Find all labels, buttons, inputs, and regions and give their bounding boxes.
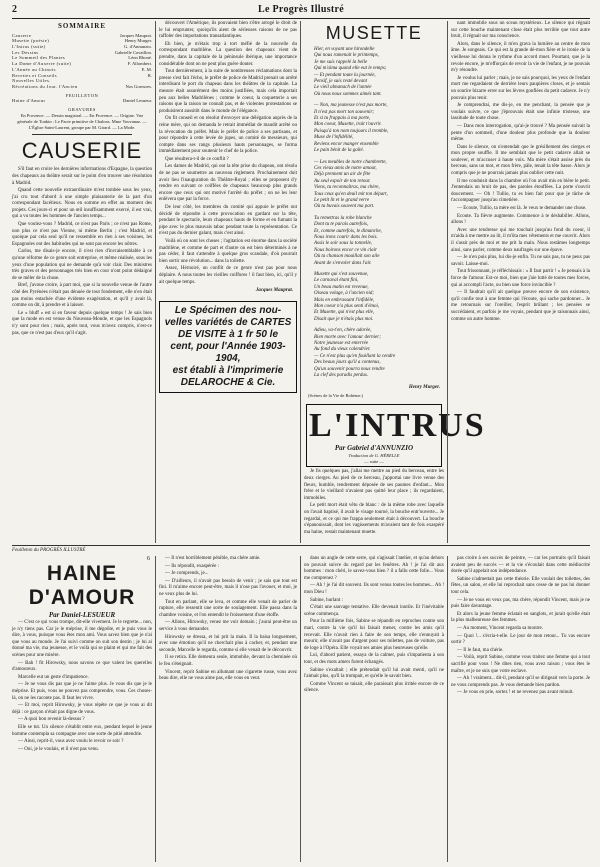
paragraph: Ecoute. Ta fièvre augmente. Commence à te déshabiller. Allons, allons !: [451, 213, 590, 226]
paragraph: — Voilà, reprit Sabine, comme vous traitez une femme qui a tout sacrifié pour vous ! Ne dites rien, vous avez raison ; vous êtes le maître, et je ne suis que votre esclave.: [451, 655, 590, 674]
sommaire-entry-label: Recettes et Conseils: [12, 72, 57, 78]
paragraph: Le petit mort était vêtu de blanc : de la même robe avec laquelle on l'avait baptisé, il avait le visage tourné, la bouche entr'ouverte... Je regardai, et ce qui me frappa seulement était à découvert. La bouche s'épanouissait, dont les vagissements m'avaient tant de fois exaspéré ma haine, restait maintenant muette.: [304, 503, 444, 535]
feuilleton-column-1: [12, 556, 152, 861]
poem-line: Oiseau volage, à l'ancien nid;: [314, 291, 375, 297]
paragraph: Lui, d'abord patient, essaya de la calmer, puis s'impatienta à son tour, et des mots amers furent échangés.: [304, 653, 444, 665]
paragraph: Voilà où on sont les choses ; l'agitation est énorme dans la société madrilène, et comme de part et d'autre on est bien déterminés à ne pas céder, il faut s'attendre à quelque gros scandale, d'où pourrait bien sortir une révolution... dans la toilette.: [159, 239, 297, 264]
paragraph: Marcelle eut un geste d'impatience.: [18, 674, 89, 680]
advert-line-4: cent, pour l'Année 1903-1904,: [170, 340, 286, 364]
poem-line: Le carnaval étant fini,: [314, 278, 359, 284]
poem-line: — Non, ma jeunesse n'est pas morte,: [314, 103, 388, 109]
paragraph: — Je comprends, je...: [165, 571, 209, 577]
paragraph: Eh bien, je m'étais trop à tort méfié de la nouvelle du correspondant madrilène. La question des chapeaux vient de prendre, dans la capitale de la péninsule ibérique, une importance considérable dont on ne peut plus guère douter.: [159, 41, 297, 67]
paragraph: Bref, j'avoue croire, à part moi, que si la nouvelle venue de l'autre côté des Pyrénées n'était pas dénuée de tout fondement, elle n'en était pas moins entachée d'une évidente exagération, et qu'il y avait là, comme on dit, à prendre et à laisser.: [12, 283, 152, 309]
poem-line: La clef des paradis perdus.: [314, 373, 369, 379]
sommaire-rule: [32, 134, 132, 135]
paragraph: nant immobile sous un sceau mystérieux. Le silence qui régnait sur cette bouche maintenant close était plus terrible que tout autre bruit, il régnait sur ma conscience.: [451, 21, 590, 40]
poem-line: Adieu, va-t'en, chère adorée,: [314, 328, 372, 334]
feuilleton-label: FEUILLETON: [65, 92, 99, 98]
paragraph: — Ils répondit, exaspérée :: [165, 563, 220, 569]
feuilleton-divider-3: [447, 556, 448, 862]
feuilleton-text-2: [159, 556, 297, 683]
feuilleton-divider-2: [300, 556, 301, 862]
poem-line: Notre jeunesse est enterrée: [314, 341, 369, 347]
column-2: [159, 21, 297, 541]
paragraph: Tout en parlant, elle se leva, et comme elle venait de parler de rupture, elle ressentit une sorte de soulagement. Elle passa dans la chambre voisine, et l'on entendit le froissement d'une étoffe.: [159, 599, 297, 618]
poem-line: Musette qui s'est souvenue,: [314, 272, 369, 277]
feuilleton-header-text: Feuilleton du PROGRÈS ILLUSTRÉ: [12, 548, 86, 553]
sommaire-entry-author: Henry Murger.: [124, 38, 152, 44]
paragraph: — Oui, je le voulais, et il n'est pas venu.: [18, 746, 99, 752]
paragraph: — Bah ! fit Hirowsky, nous savons ce que valent les querelles d'amoureux.: [12, 660, 152, 673]
poem-line: Puisqu'à ton nom toujours il tremble,: [314, 128, 389, 134]
poem-line: Où nous nous sommes aimés tant.: [314, 91, 382, 97]
poem-line: Au seul espoir de ton retour.: [314, 178, 371, 184]
paragraph: Dans le silence, on n'entendait que le grésillement des cierges et mon propre souffle. Il me semblait que le petit cadavre allait se soulever, et m'accuser à haute voix. Ma mère s'était assise près du berceau, sans un mot, et mon frère, pâle, tenait la tête basse. Alors je compris que je ne pourrais jamais plus oublier cette nuit.: [451, 144, 590, 177]
paragraph: — Je ne vous en veux pas, ma chère, répondit Vincent, mais je ne puis faire davantage.: [451, 597, 590, 610]
sommaire-entry-label: La Dame d'Auxerre (suite): [12, 61, 72, 67]
poem-line: Bien morte avec l'amour dernier;: [314, 334, 381, 340]
paragraph: Tout frissonnant, je réfléchissais : « Il faut partir ! » Je pensais à la force de l'amour. Est-ce moi, bien que j'aie lutté de toutes mes forces, qui ai accompli l'acte, ou bien une force invincible ?: [451, 269, 590, 288]
poem-line: Pensif, je suis resté devant: [314, 79, 367, 85]
feuilleton-top-rule: [12, 545, 590, 546]
sommaire-entry-label: Nouvelles Utiles.: [12, 78, 51, 84]
feuilleton-column-4: [451, 556, 590, 861]
poem-line: Qui nous ramenait le printemps,: [314, 53, 379, 59]
paragraph: — Ainsi, reprit-il, vous avez voulu le revoir ce soir ?: [18, 739, 124, 745]
paragraph: Que voulez-vous ? Madrid, ce n'est pas Paris ; ce n'est pas Rome, non plus ce n'est pas Vienne, ni même Berlin ; c'est Madrid, et quoique par cela seul qu'il ne ressemble en rien à ses voisines, les Espagnoles ont des habitudes qui ne sont pas encore les nôtres.: [12, 222, 152, 247]
paragraph: Que résultera-t-il de ce conflit ?: [165, 156, 229, 162]
poem-line: Déjà prennent un air de fête: [314, 172, 371, 178]
paragraph: — Au moment, Vincent regarda sa montre.: [457, 625, 543, 631]
sommaire-entry-author: Jacques Mauprat.: [119, 32, 152, 38]
paragraph: Alors, dans le silence, il m'en grava la lumière au centre de mon âme. Je songeais. Ce qui est la grande dé-mon fière et le ironie de la vieillesse lui donna le rythme d'un accord muet. Pourtant, que je la revoie encore, je m'efforçais de revoir la vie de l'enfant, je ne pouvais m'y résoudre.: [451, 41, 590, 74]
poem-line: Où ta chanson mouillait son aile: [314, 254, 380, 260]
intrus-title: L'INTRUS: [309, 406, 486, 444]
intrus-body: [304, 469, 444, 536]
feuilleton-column-3: [304, 556, 444, 861]
column-divider-3: [447, 21, 448, 543]
poem-line: Viens, tu reconnaîtras, ma chère,: [314, 185, 380, 191]
sommaire-entry-label: Musette (poésie): [12, 38, 50, 44]
intrus-continuation: [451, 21, 590, 323]
paragraph: Je fis quelques pas, j'allai me mettre au pied du berceau, entre les deux cierges. Au pied de ce berceau, j'apportai une livre venue des fleurs, humble, tendrement déposée de ses paumes d'enfant... Mon frère et le vieillard n'avaient pas quitté leur place ; ils regardaient, immobiles.: [304, 469, 444, 501]
feuilleton-column-2: [159, 556, 297, 861]
musette-title: MUSETTE: [325, 23, 423, 43]
paragraph: S'il faut en croire les dernières informations d'Espagne, la question des chapeaux au théâtre serait sur le point d'en trouver une résolution à Madrid.: [12, 167, 152, 186]
paragraph: dans un angle de cette serre, qui s'agissait l'atelier, et qu'au dehors on pouvait suivre du regard par les fenêtres. Ah ! je l'ai dit aux hommes : mon chéri, le savez-vous bien ? il a fallu cette folie... Vous me comprenez ?: [304, 556, 444, 581]
poem-line: Tu remettras la robe blanche: [314, 215, 372, 221]
header-rule: [12, 18, 590, 19]
poem-line: Le petit lit et le grand verre: [314, 197, 370, 203]
sommaire-entry-label: Causerie: [12, 32, 32, 38]
business-card-advert: [159, 301, 297, 393]
poem-line: Qu'un souvenir pourra nous rendre: [314, 366, 385, 372]
column-3: [304, 21, 486, 541]
paragraph: Elle se tut. Un silence s'établit entre eux, pendant lequel le jeune homme contempla sa compagne avec une sorte de pitié attendrie.: [12, 724, 152, 737]
paragraph: — Et moi, reprit Hirowsky, je vous répète ce que je vous ai dit déjà : ce garçon n'était pas digne de vous.: [12, 703, 152, 715]
paragraph: — Il faudrait qu'il ait quelque preuve encore de son existence, qu'il confie tout à une femme qui l'écoute, qui sache pardonner... Je me retournais sur l'oreiller, l'esprit brûlant ; les pensées se succédaient, et parfois je me voyais, pendant que je raisonnais ainsi, comme un autre homme.: [451, 290, 590, 322]
poem-stanza: [314, 216, 444, 267]
feuilleton-divider-1: [155, 556, 156, 862]
paragraph: Quand cette nouvelle extraordinaire m'est tombée sous les yeux, j'ai cru tout d'abord à une simple plaisanterie de la part d'un correspondant facétieux. Nous en somme en effet au moment des projets. Ces jours-ci et pour un œil insuffisamment exercé, il est vrai, qui a vu toutes les hommes de l'ancien temps...: [12, 188, 152, 220]
sommaire-entry: [12, 84, 152, 90]
poem-line: Le vieil almanach de l'année: [314, 85, 372, 91]
poem-stanza: [314, 103, 444, 154]
paragraph: On fit conseil et on résolut d'envoyer une délégation auprès de la reine mère, qui on demanda le retrait immédiat de maudit arrêté ou la révocation du préfet. Mais le préfet de police a ses partisans, et pour répondre à cette levée de jupes, un comité de messieurs, qui compte dans ses rangs plusieurs hauts personnages, se forma immédiatement pour soutenir le chef de la police.: [159, 116, 297, 155]
paragraph: Le « bluff » est si en faveur depuis quelque temps ! Je sais bien que la mode en est venue du Nouveau-Monde, et que les Espagnols n'y sont pour rien ; mais, après tout, vous m'avez compris, n'est-ce pas, que ce n'est pas d'eux qu'il s'agit.: [12, 310, 152, 336]
poem-line: Le pain bénit de la gaîté.: [314, 148, 364, 154]
page-number: 2: [12, 4, 17, 15]
musette-signature: Henry Murger.: [408, 384, 440, 390]
paragraph: Les dames de Madrid, qui ont la tête prise du chapeau, ont résolu de ne pas se soumettre au nouveau règlement. Prochainement doit avoir lieu l'inauguration du Théâtre-Royal ; elles se proposent d'y rendre en suivant ce coiffées de chapeaux beaucoup plus grands encore que ceux qui ont motivé l'arrêté du préfet ; on ne les leur enlèvera que par la force.: [159, 164, 297, 203]
feuilleton-text-3: [304, 556, 444, 695]
advert-line-2: velles variétés de CARTES: [164, 316, 292, 328]
poem-line: Mon coeur, Musette, irait t'ouvrir.: [314, 122, 382, 128]
causerie-title: CAUSERIE: [21, 138, 143, 164]
paragraph: C'était une sauvage tentative. Elle devenait inutile. Et l'inévitable scène commença.: [304, 605, 444, 617]
poem-line: Reviens encor manger ensemble: [314, 141, 379, 147]
paragraph: Il se retira. Elle demeura seule, immobile, devant la cheminée où le feu s'éteignait.: [159, 655, 297, 667]
sommaire-entry-label: L'Intrus (suite): [12, 44, 46, 49]
paragraph: — Quoi !... s'écria-t-elle. Le jour de mon retour... Tu vas encore sortir ?: [451, 633, 590, 646]
poem-line: Il n'est pas mort ton souvenir;: [314, 109, 375, 115]
poem-line: Un beau matin est revenue,: [314, 284, 369, 290]
advert-line-1: Le Spécimen des nou-: [174, 304, 282, 316]
poem-line: Au fond du vieux calendrier.: [314, 347, 371, 353]
paragraph: — Dans mon interrogation, qu'ai-je trouvé ? Ma pensée suivait la pente d'un sommeil, d'une douleur plus profonde que la douleur même.: [451, 123, 590, 143]
gravures-label: GRAVURES: [68, 107, 96, 113]
paragraph: De leur côté, les membres du comité qui appuie le préfet ont décidé de répondre à cette provocation en gardant sur la tête, pendant le spectacle, leurs chapeaux hauts de forme et en fumant la pipe avec le plus mauvais tabac pendant toute la représentation. Ce n'est pas du dernier galant, mais c'est ainsi.: [159, 205, 297, 237]
poem-line: Dont tu te parais autrefois,: [314, 222, 369, 228]
paragraph: Vincent, reprit Sabine en allumant une cigarette russe, vous avez beau dire, elle ne vous aime pas, elle vous en veut.: [159, 669, 297, 682]
paragraph: — Ah ! je l'ai dit souvent. Ils sont venus toutes les hommes... Ah ! mon Dieu !: [304, 583, 444, 595]
gravures-text: En Provence. — Dessin magistral. — En Provence. — Origine. Vue générale de Tonkin : Le Pacte primitive de Chalons. Mme Vouvanaz. — L'Église Saint-Laurent, groupe par M. Girard. — La Mode.: [17, 112, 147, 130]
masthead: Le Progrès Illustré: [257, 4, 345, 15]
sommaire-entry-author: R.: [147, 72, 152, 78]
poem-line: Muse de l'infidélité,: [314, 135, 354, 141]
sommaire-entry-author: G. d'Annunzio.: [123, 44, 152, 49]
musette-source: (Scènes de la Vie de Bohème.): [308, 393, 364, 399]
paragraph: Comme Vincent se taisait, elle paraissait plus irritée encore de ce silence.: [304, 681, 444, 694]
sommaire-entry-label: Le Sommeil des Plantes: [12, 55, 66, 61]
poem-line: — Les meubles de notre chambrette,: [314, 159, 387, 165]
poem-line: Assis le soir sous la tonnelle,: [314, 241, 373, 247]
paragraph: Hirowsky se dressa, et lui prit la main. Il la baisa longuement, avec une émotion qu'il ne cherchait plus à cacher, et, pendant une seconde, Marcelle le regarda, comme si elle venait de le découvrir.: [159, 634, 297, 653]
poem-line: Où tu buvais souvent ma part.: [314, 204, 375, 210]
paragraph: — C'est ce qui vous trompe, dit-elle vivement. Je le regrette... non, je n'y tiens pas. Car je le méprise, il me dégoûte, et je puis vous le dire, à vous, puisque vous êtes mon ami. Vous savez bien que je n'ai que vous au monde. Je l'ai suivi comme on suit son destin ; je lui ai donné ma vie, ma jeunesse, et le voilà qui se plaint et qui me fait des scènes pour une misère.: [12, 620, 152, 658]
intrus-title-box: [306, 404, 486, 468]
paragraph: — D'ailleurs, il n'avait pas besoin de venir ; je sais que tout est fini. Il m'aime encore peut-être, mais il n'ose pas l'avouer, et moi, je ne veux plus de lui.: [159, 578, 297, 597]
paragraph: Avec une tendresse qui me touchait jusqu'au fond du coeur, il m'aida à me mettre au lit, il m'ôta mes vêtements et me couvrit. Alors il s'assit près de moi et me prit la main. Nous restâmes longtemps ainsi, sans parler, comme deux naufragés sur une épave.: [451, 227, 590, 253]
poem-line: Qui m'aima quand elle eut le temps;: [314, 66, 387, 72]
advert-line-6: DELAROCHE & Cie.: [180, 376, 276, 388]
poem-line: Ces vieux amis de notre amour,: [314, 165, 377, 171]
advert-line-3: DE VISITE à 1 fr 50 le: [177, 328, 279, 340]
paragraph: — Allons, Hirowsky, venez me voir demain ; j'aurai peut-être un service à vous demander.: [159, 620, 297, 632]
feuilleton-entry-author: Daniel Lesueur.: [122, 98, 152, 104]
intrus-translator: Traduction de G. HÉRELLE: [348, 452, 400, 458]
poem-line: Des beaux jours qu'il a contenus,: [314, 360, 381, 366]
paragraph: Je voulus lui parler ; mais, je ne sais pourquoi, les yeux de l'enfant mort me regardaient de derrière leurs paupières closes, et je sentais un sourire bizarre errer sur les lèvres gonflées du petit cadavre. Je n'y pouvais plus tenir.: [451, 75, 590, 101]
paragraph: — Il n'est horriblement pénible, ma chère amie.: [165, 556, 261, 561]
poem-line: Et si tu frappais à ma porte,: [314, 116, 371, 122]
poem-line: Disait que je n'étais plus moi.: [314, 316, 374, 322]
poem-stanza: [314, 328, 444, 379]
paragraph: découvert l'Amérique, ils pouvaient bien s'être arrogé le droit de le lui emprunter, quoiqu'ils aient de sérieuses raisons de ne pas raffoler des importations transatlantiques.: [159, 21, 297, 40]
sommaire-entry-author: E. M.: [141, 66, 152, 72]
causerie-body: [12, 167, 152, 337]
poem-line: Et Musette, qui n'est plus elle,: [314, 310, 375, 316]
feuilleton-number: 6: [147, 556, 150, 562]
paragraph: Il me conduisit dans la chambre où l'on avait mis en bière le petit. J'entendais un bruit de pas, des paroles étouffées. La porte s'ouvrit doucement. — Oh ! Tullio, tu es bien fait pour que je tâche de t'accompagner jusqu'au cimetière.: [451, 178, 590, 204]
feuilleton-author: Par Daniel-LESUEUR: [48, 611, 116, 619]
sommaire-list: [12, 33, 152, 90]
sommaire-entry-author: Léon Rhoné.: [128, 55, 152, 61]
sommaire-entry-label: Récréations du Jour. l'Ancien: [12, 83, 78, 89]
poem-line: Nous irons courir dans les bois.: [314, 234, 378, 240]
poem-line: Tous ceux qu'en deuil mit ton départ,: [314, 191, 388, 197]
paragraph: — Je vous en prie, sortez ! et ne revenez pas avant minuit.: [457, 690, 574, 696]
column-1: [12, 21, 152, 541]
sommaire-entry-author: Gabrielle Cavaillon.: [114, 49, 152, 55]
paragraph: — Ah ! vraiment... dit-il, pendant qu'il se dirigeait vers la porte. Je ne vous comprends pas. Je vous demande bien pardon.: [451, 676, 590, 688]
paragraph: — Je ne vous dis pas que je ne l'aime plus. Je vous dis que je le méprise. Et puis, vous ne pouvez pas comprendre, vous. Ces choses-là, on ne les raconte pas. Il faut les vivre.: [12, 682, 152, 701]
causerie-continuation: [159, 21, 297, 286]
poem-stanza: [314, 47, 444, 98]
sommaire-entry-label: L'Année au Chinois: [12, 66, 56, 72]
feuilleton-text-4: [451, 556, 590, 697]
intrus-byline: Par Gabriel d'ANNUNZIO: [334, 443, 414, 452]
poem-line: — Ce n'est plus qu'en fouillant la cendre: [314, 353, 396, 359]
advert-line-5: est établi à l'imprimerie: [172, 364, 284, 376]
sommaire-title: SOMMAIRE: [57, 22, 107, 30]
feuilleton-text-1: [12, 620, 152, 753]
sommaire-entry-author: F. Allombert.: [127, 61, 152, 67]
feuilleton-title: HAINE D'AMOUR: [28, 562, 136, 609]
paragraph: — Je n'en puis plus, lui dis-je enfin. Tu ne sais pas, tu ne peux pas savoir. Laisse-moi.: [451, 255, 590, 267]
feuilleton-entry: [12, 98, 152, 104]
poem-line: Mais en embrassant l'infidèle,: [314, 297, 375, 303]
poem-line: Nous boirons encor ce vin clair: [314, 247, 378, 253]
paragraph: Et alors la jeune femme éclatait en sanglots, et jurait qu'elle était la plus malheureuse des femmes.: [451, 611, 590, 624]
paragraph: Assez, Hérnoiré, un conflit de ce genre n'est pas pour nous déplaire. A nous toutes les vieilles coiffures ! il faut bien, ici, qu'il y ait quelque temps.: [159, 266, 297, 285]
paragraph: Sabine, hurlant :: [310, 597, 343, 603]
paragraph: Je comprendrai, me dis-je, en me penchant, la pensée que je voulais suivre, ce que j'éprouvais était une infinie tristesse, une lassitude de toute chose.: [451, 103, 590, 122]
paragraph: Tout dernièrement, à la suite de nombreuses réclamations dont la presse s'est fait l'écho, le préfet de police de Madrid prenait un arrêté interdisant le port du chapeau dans les théâtres de la capitale. La mesure était assurément des moins justifiées, mais cela importait peu aux belles Madrilènes ; comme le coeur, la coquetterie a ses raisons que la raison ne connaît pas, et de violentes protestations se produisirent aussitôt dans le monde de l'élégance.: [159, 69, 297, 114]
running-header: [12, 4, 590, 18]
causerie-signature: Jacques Mauprat.: [255, 288, 293, 294]
paragraph: pas croire à ses succès de peintre, — car les portraits qu'il faisait avaient peu de succès — et la vie s'écoulait dans cette médiocrité dorée qu'il appelait son indépendance.: [451, 556, 590, 575]
poem-line: Avant de s'envoler dans l'air.: [314, 260, 372, 266]
poem-line: Je me suis rappelé la belle: [314, 59, 368, 65]
poem-line: Mon coeur n'a plus senti d'émoi,: [314, 304, 380, 310]
poem-line: Hier, en voyant une hirondelle: [314, 47, 375, 52]
column-4: [451, 21, 590, 541]
poem-line: Et, comme autrefois, le dimanche,: [314, 228, 382, 234]
paragraph: Carlos, me disais-je encore, il n'est rien d'invraisemblable à ce qu'une réforme de ce genre soit entreprise, et même réalisée, sous les yeux d'une population qui ne demande qu'à voir clair. Des ministres très graves et des personnages très bien en cour n'ont point dédaigné de se mêler de la chose.: [12, 249, 152, 281]
musette-poem: [304, 47, 444, 380]
paragraph: Pour la millième fois, Sabine se répandit en reproches contre son mari, contre la vie qu'il lui faisait mener, contre les amis qu'il recevait. Elle n'avait rien à faire de son temps, elle s'ennuyait à mourir, elle n'avait pas d'argent pour ses toilettes, pas de voiture, pas de loge à l'Opéra. Elle voyait ses amies plus heureuses qu'elle.: [304, 619, 444, 651]
poem-line: — Et pendant toute la journée,: [314, 72, 376, 78]
intrus-suite: — suite —: [364, 458, 384, 464]
paragraph: Sabine n'admettait pas cette théorie. Elle voulait des toilettes, des fêtes, un salon, et elle lui reprochait sans cesse de ne pas lui donner tout cela.: [451, 576, 590, 595]
paragraph: — Il le faut, ma chérie.: [457, 647, 504, 653]
poem-stanza: [314, 272, 444, 323]
column-divider-1: [155, 21, 156, 543]
sommaire-entry-author: Nos Gravures.: [125, 83, 152, 89]
sommaire-entry-label: Les Dessins: [12, 49, 39, 55]
feuilleton-entry-label: Haine d'Amour: [12, 98, 46, 104]
paragraph: — A quoi bon revenir là-dessus ?: [18, 717, 85, 723]
paragraph: Sabine s'exaltait ; elle prétendait qu'il lui avait menti, qu'il ne l'aimait plus, qu'il la trompait, et qu'elle le savait bien.: [304, 667, 444, 680]
paragraph: — Ecoute, Tullio, ta mère est là. Je veux te demander une chose.: [457, 206, 587, 212]
column-divider-2: [300, 21, 301, 543]
poem-stanza: [314, 160, 444, 211]
